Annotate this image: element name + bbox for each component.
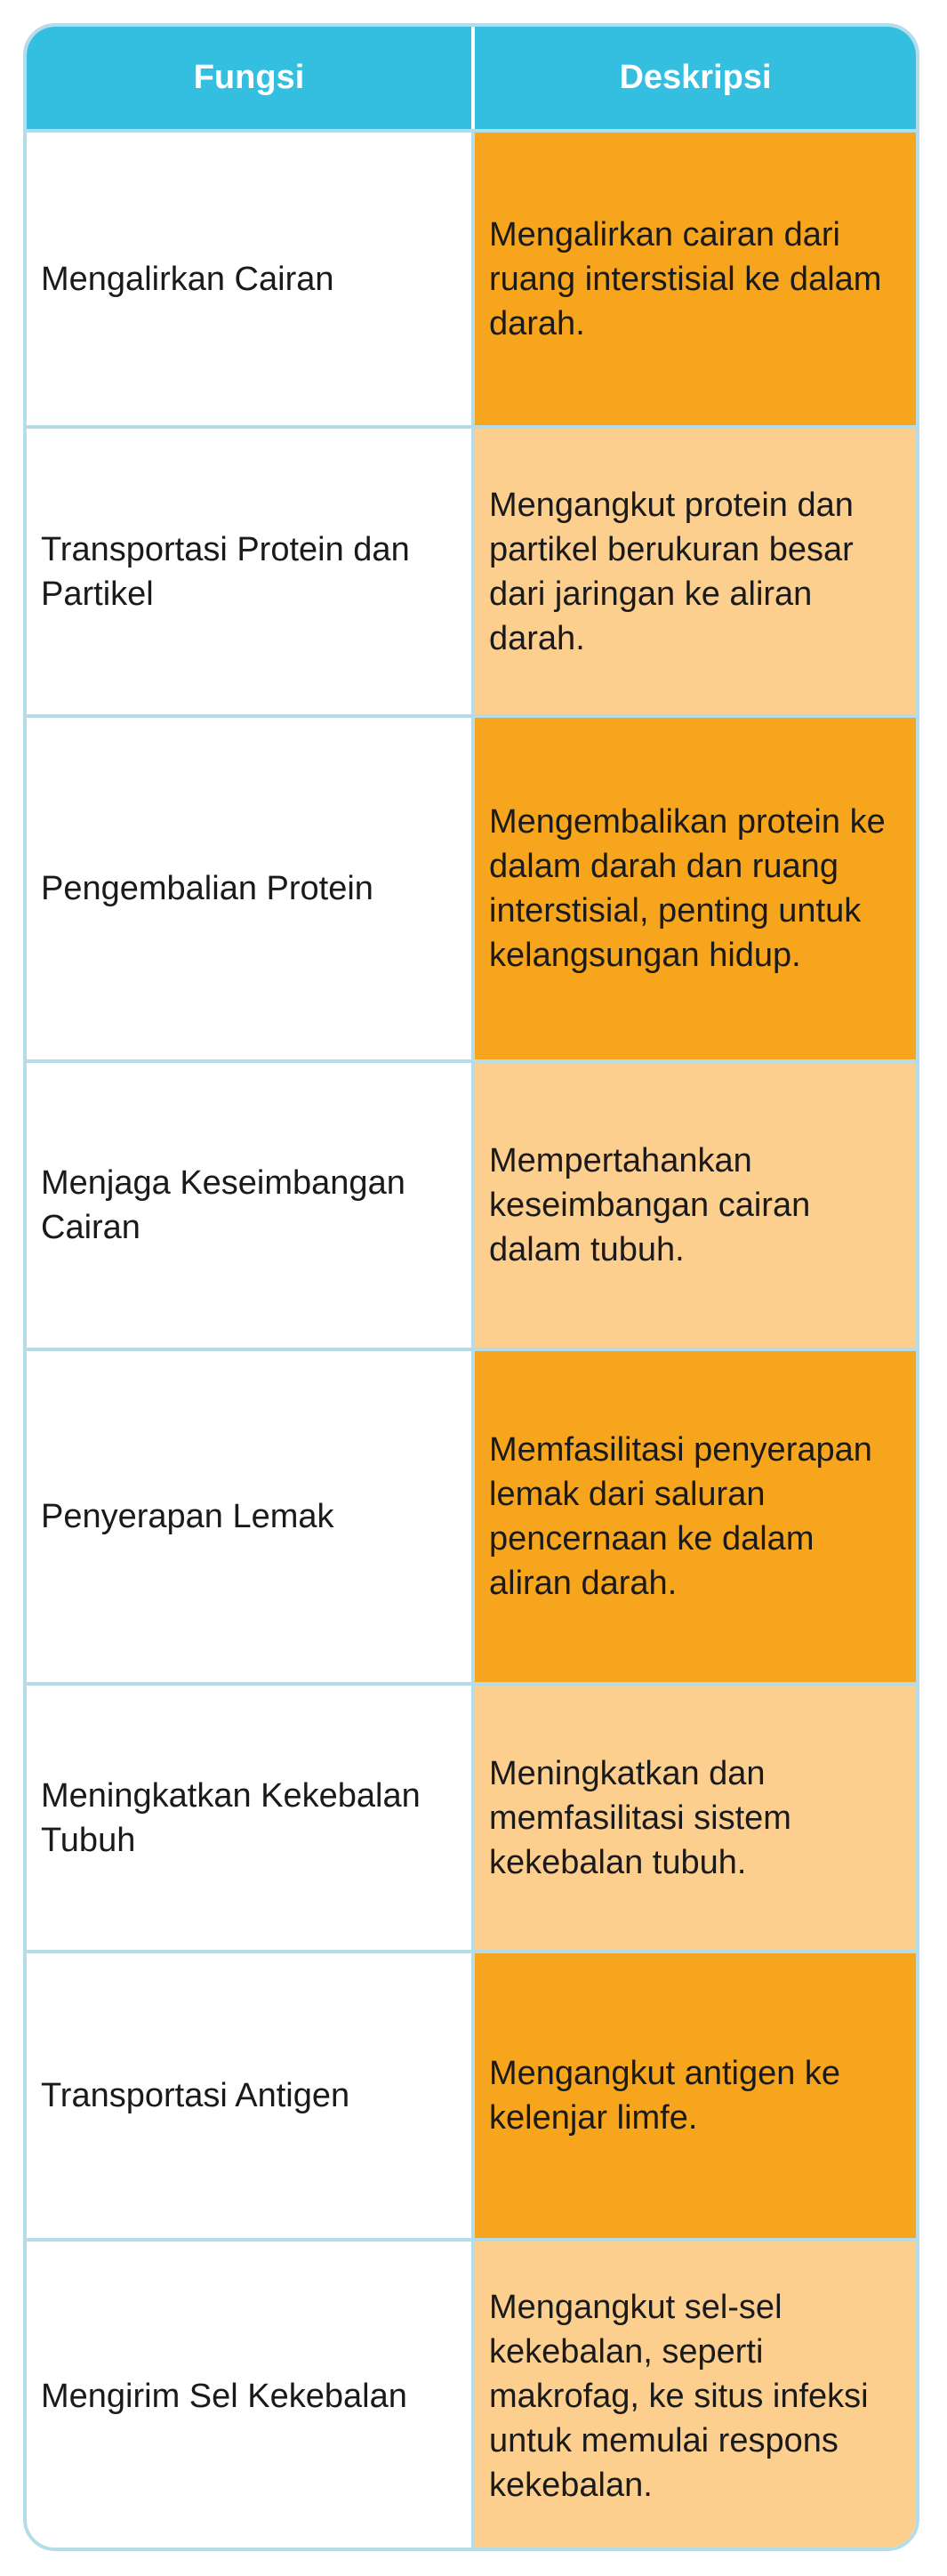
fungsi-cell: Mengalirkan Cairan — [27, 133, 475, 425]
fungsi-cell: Transportasi Antigen — [27, 1953, 475, 2238]
fungsi-cell: Penyerapan Lemak — [27, 1351, 475, 1682]
table-row — [27, 1059, 916, 1348]
function-table — [23, 23, 919, 2551]
fungsi-cell: Meningkatkan Kekebalan Tubuh — [27, 1686, 475, 1950]
table-row — [27, 1682, 916, 1950]
fungsi-cell: Pengembalian Protein — [27, 718, 475, 1059]
deskripsi-cell: Mengangkut antigen ke kelenjar limfe. — [475, 1953, 916, 2238]
table-row — [27, 2238, 916, 2551]
deskripsi-cell: Memfasilitasi penyerapan lemak dari saluran pencernaan ke dalam aliran darah. — [475, 1351, 916, 1682]
header-deskripsi: Deskripsi — [619, 59, 772, 96]
deskripsi-cell: Mempertahankan keseimbangan cairan dalam tubuh. — [475, 1063, 916, 1348]
fungsi-cell: Menjaga Keseimbangan Cairan — [27, 1063, 475, 1348]
deskripsi-cell: Meningkatkan dan memfasilitasi sistem kekebalan tubuh. — [475, 1686, 916, 1950]
header-fungsi: Fungsi — [27, 27, 475, 129]
table-row — [27, 1950, 916, 2238]
table-header — [27, 27, 916, 129]
fungsi-cell: Transportasi Protein dan Partikel — [27, 429, 475, 714]
table-row — [27, 129, 916, 425]
table-row — [27, 425, 916, 714]
deskripsi-cell: Mengangkut protein dan partikel berukuran besar dari jaringan ke aliran darah. — [475, 429, 916, 714]
deskripsi-cell: Mengalirkan cairan dari ruang interstisial ke dalam darah. — [475, 133, 916, 425]
table-row — [27, 1348, 916, 1682]
fungsi-cell: Mengirim Sel Kekebalan — [27, 2242, 475, 2551]
deskripsi-cell: Mengangkut sel-sel kekebalan, seperti makrofag, ke situs infeksi untuk memulai respons kekebalan. — [475, 2242, 916, 2551]
deskripsi-cell: Mengembalikan protein ke dalam darah dan ruang interstisial, penting untuk kelangsungan hidup. — [475, 718, 916, 1059]
table-row — [27, 714, 916, 1059]
